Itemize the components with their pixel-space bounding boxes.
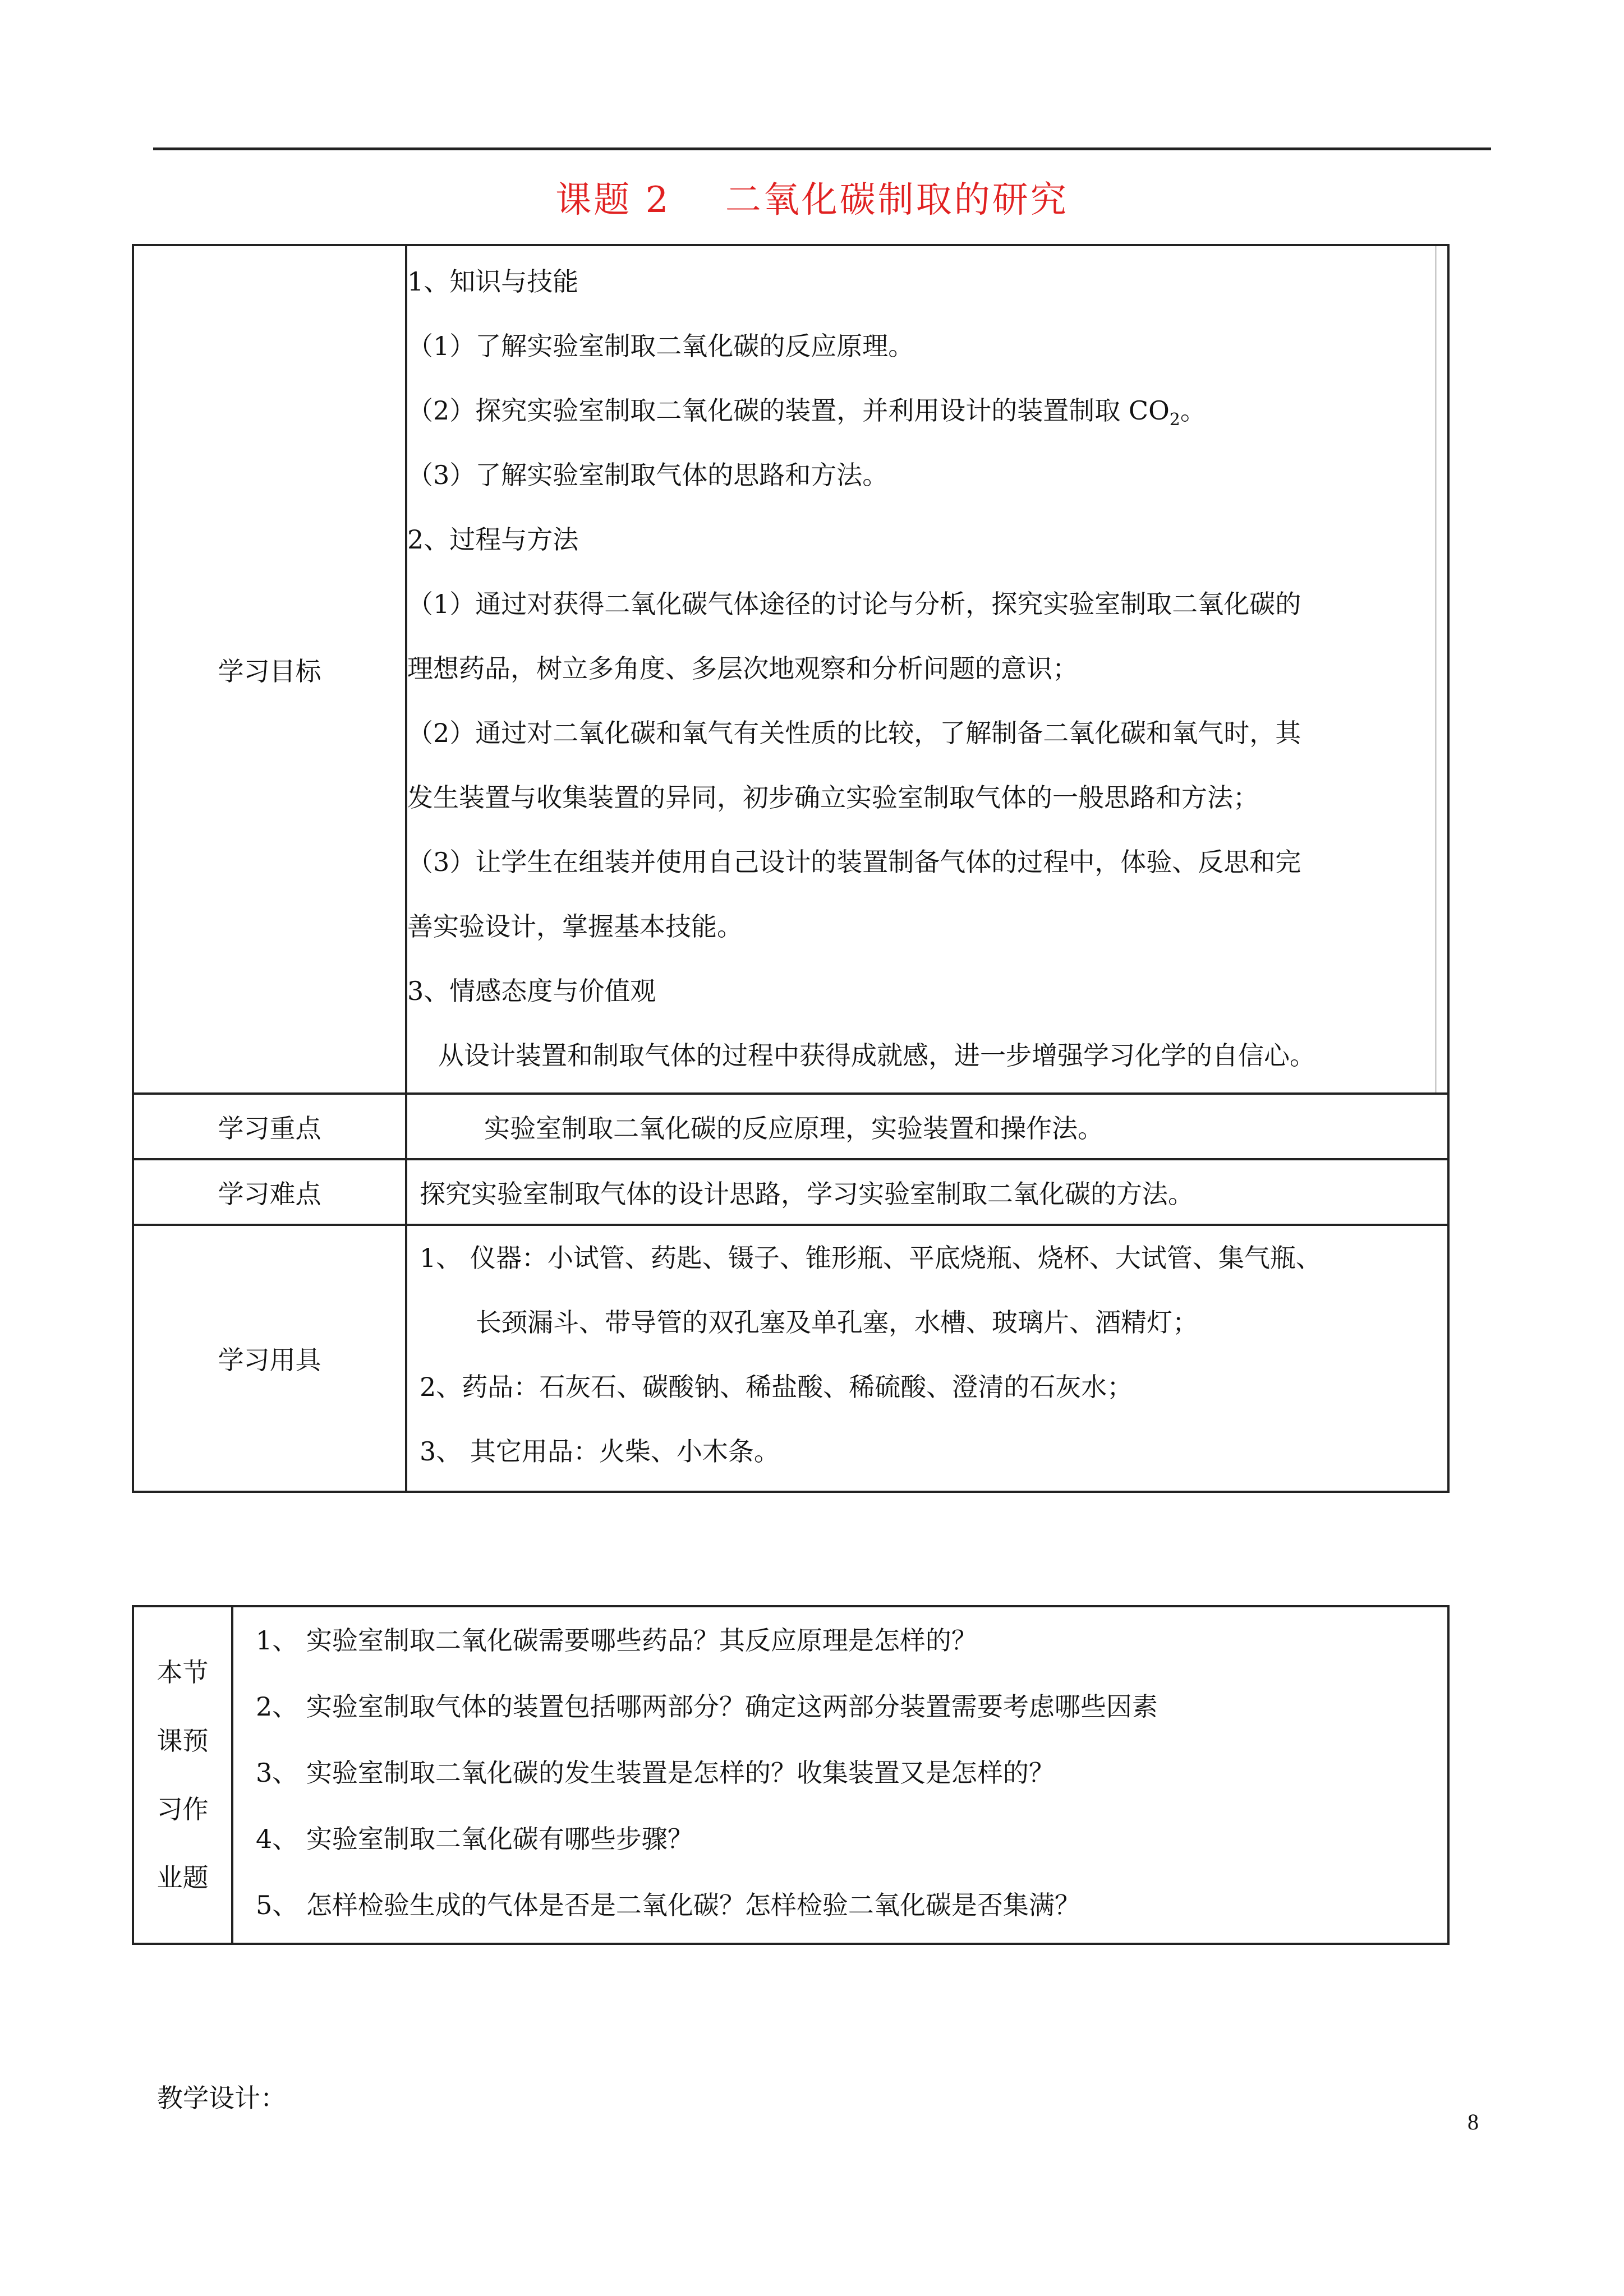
co2-subscript: 2 [1169,410,1180,430]
preview-label-line: 本节 [157,1657,209,1688]
teaching-design-label: 教学设计： [157,2083,286,2113]
key-points-text: 实验室制取二氧化碳的反应原理，实验装置和操作法。 [484,1113,1103,1144]
tools-content [406,1225,1448,1492]
tools-line: 2、药品：石灰石、碳酸钠、稀盐酸、稀硫酸、澄清的石灰水； [420,1372,1133,1402]
preview-label [133,1606,232,1944]
difficulties-label: 学习难点 [133,1159,406,1225]
difficulties-text: 探究实验室制取气体的设计思路，学习实验室制取二氧化碳的方法。 [420,1178,1194,1209]
preview-row [133,1606,1448,1944]
goals-line: （2）通过对二氧化碳和氧气有关性质的比较，了解制备二氧化碳和氧气时，其 [407,718,1301,748]
page-title: 课题 2 二氧化碳制取的研究 [555,179,1069,221]
preview-question: 2、 实验室制取气体的装置包括哪两部分？确定这两部分装置需要考虑哪些因素 [256,1691,1158,1722]
goals-line: （1）了解实验室制取二氧化碳的反应原理。 [407,331,914,361]
goals-line: （3）让学生在组装并使用自己设计的装置制备气体的过程中，体验、反思和完 [407,847,1301,877]
preview-question: 4、 实验室制取二氧化碳有哪些步骤？ [256,1824,693,1854]
goals-row [133,245,1448,1094]
header-rule [153,147,1491,150]
tools-label: 学习用具 [133,1225,406,1492]
goals-line: 发生装置与收集装置的异同，初步确立实验室制取气体的一般思路和方法； [407,782,1259,813]
goals-line-text: （2）探究实验室制取二氧化碳的装置，并利用设计的装置制取 CO [407,395,1170,426]
key-points-row [133,1094,1448,1159]
preview-label-line: 课预 [157,1726,209,1756]
tools-line: 3、 其它用品：火柴、小木条。 [420,1436,780,1467]
goals-line-end: 。 [1180,395,1206,426]
preview-homework-table [132,1605,1450,1945]
tools-row [133,1225,1448,1492]
goals-line [407,379,1435,443]
goals-line: 善实验设计，掌握基本技能。 [407,911,743,942]
lesson-info-table [132,244,1450,1493]
key-points-label: 学习重点 [133,1094,406,1159]
page-number: 8 [1467,2109,1479,2134]
goals-content [406,245,1448,1094]
preview-label-line: 习作 [157,1794,209,1824]
goals-line: 理想药品，树立多角度、多层次地观察和分析问题的意识； [407,653,1078,684]
goals-line: 从设计装置和制取气体的过程中获得成就感，进一步增强学习化学的自信心。 [438,1040,1315,1071]
preview-question: 1、 实验室制取二氧化碳需要哪些药品？其反应原理是怎样的？ [256,1625,977,1656]
preview-question: 5、 怎样检验生成的气体是否是二氧化碳？怎样检验二氧化碳是否集满？ [256,1890,1080,1920]
difficulties-row [133,1159,1448,1225]
goals-line: 1、知识与技能 [407,266,579,297]
goals-line: 3、情感态度与价值观 [407,976,656,1006]
preview-question: 3、 实验室制取二氧化碳的发生装置是怎样的？收集装置又是怎样的？ [256,1758,1055,1788]
goals-line: （3）了解实验室制取气体的思路和方法。 [407,460,889,490]
goals-line: 2、过程与方法 [407,524,579,555]
tools-line: 1、 仪器：小试管、药匙、镊子、锥形瓶、平底烧瓶、烧杯、大试管、集气瓶、 [420,1243,1322,1273]
preview-label-line: 业题 [157,1862,209,1893]
tools-line: 长颈漏斗、带导管的双孔塞及单孔塞，水槽、玻璃片、酒精灯； [476,1307,1198,1338]
goals-line: （1）通过对获得二氧化碳气体途径的讨论与分析，探究实验室制取二氧化碳的 [407,589,1301,619]
goals-label: 学习目标 [133,245,406,1094]
preview-questions [232,1606,1448,1944]
